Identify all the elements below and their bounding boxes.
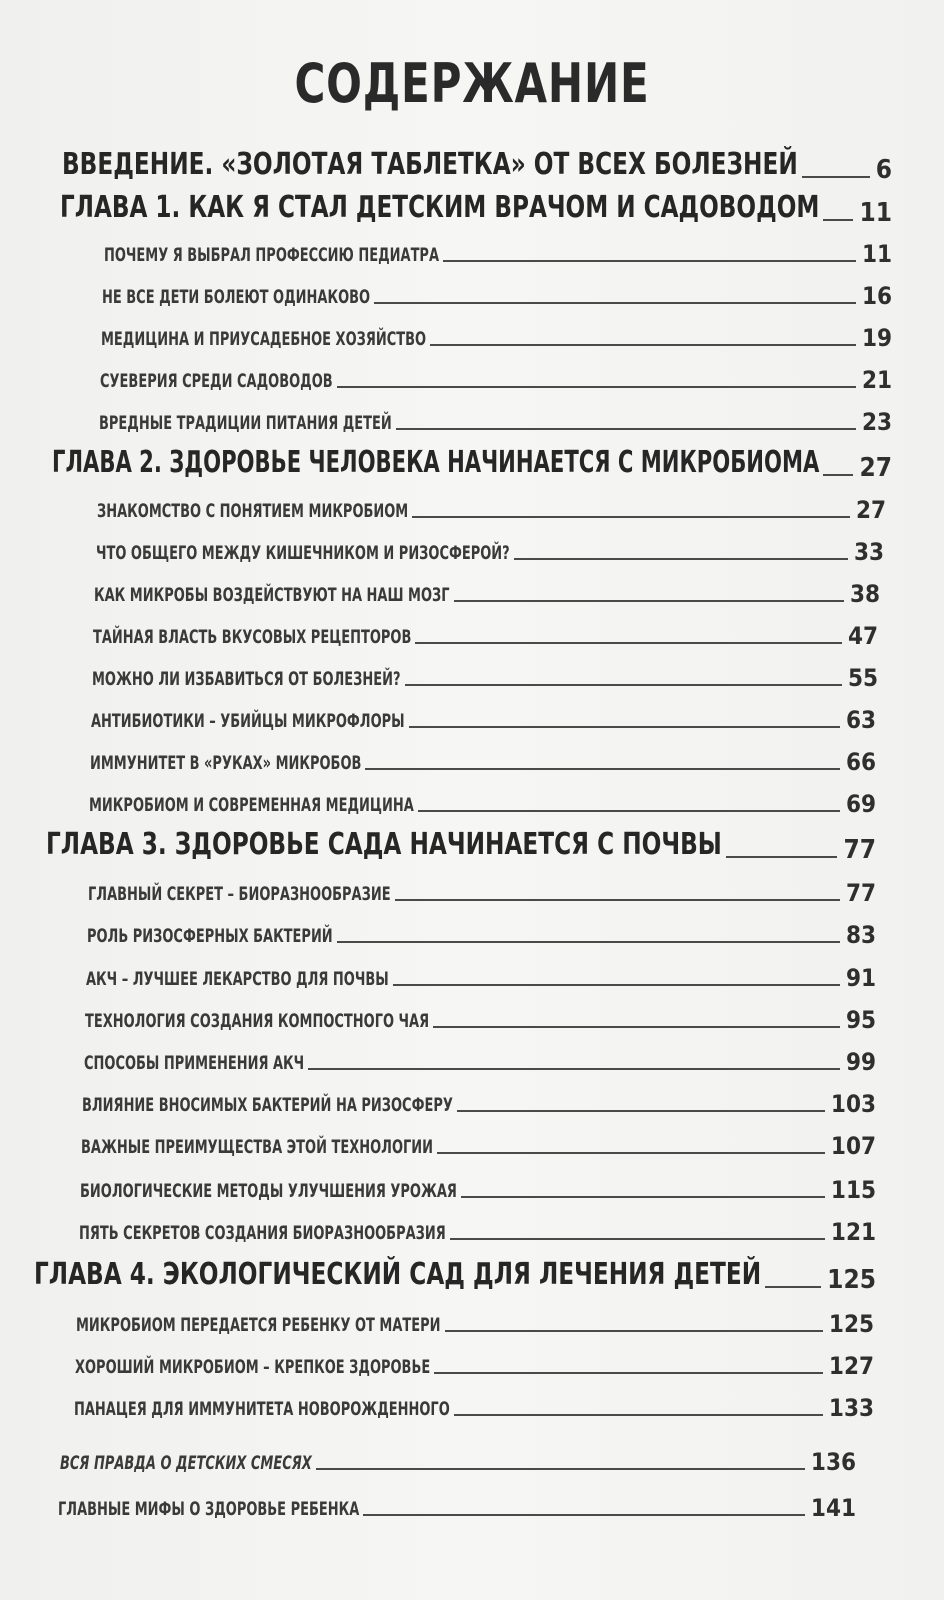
dot-leader: [308, 1068, 840, 1070]
dot-leader: [434, 1372, 823, 1374]
page-number: 121: [830, 1218, 876, 1246]
dot-leader: [461, 1196, 825, 1198]
page-number: 127: [828, 1352, 874, 1380]
dot-leader: [374, 302, 856, 304]
page-number: 77: [843, 835, 876, 865]
toc-entry: [60, 1434, 856, 1474]
toc-entry: [58, 1480, 856, 1520]
toc-entry: [46, 822, 876, 865]
toc-entry: [84, 1034, 876, 1074]
dot-leader: [418, 810, 840, 812]
toc-entry: [92, 650, 878, 690]
dot-leader: [457, 1110, 825, 1112]
section-title: ТЕХНОЛОГИЯ СОЗДАНИЯ КОМПОСТНОГО ЧАЯ: [85, 1010, 430, 1032]
toc-entry: [62, 142, 892, 185]
toc-entry: [91, 692, 876, 732]
page-number: 69: [845, 790, 876, 818]
dot-leader: [765, 1286, 821, 1288]
page-number: 133: [828, 1394, 874, 1422]
toc-entry: [89, 776, 876, 816]
toc-entry: [80, 1162, 876, 1202]
page-number: 47: [847, 622, 878, 650]
page-number: 83: [845, 921, 876, 949]
dot-leader: [393, 984, 840, 986]
toc-entry: [87, 907, 876, 947]
page-number: 141: [810, 1494, 856, 1522]
toc-entry: [90, 734, 876, 774]
page-number: 33: [853, 538, 884, 566]
toc-entry: [88, 865, 876, 905]
dot-leader: [802, 176, 870, 178]
dot-leader: [726, 856, 838, 858]
section-title: НЕ ВСЕ ДЕТИ БОЛЕЮТ ОДИНАКОВО: [102, 286, 371, 308]
page-number: 38: [849, 580, 880, 608]
chapter-title: ГЛАВА 3. ЗДОРОВЬЕ САДА НАЧИНАЕТСЯ С ПОЧВЫ: [46, 827, 722, 862]
section-title: МИКРОБИОМ ПЕРЕДАЕТСЯ РЕБЕНКУ ОТ МАТЕРИ: [76, 1314, 441, 1336]
section-title: МОЖНО ЛИ ИЗБАВИТЬСЯ ОТ БОЛЕЗНЕЙ?: [92, 668, 401, 690]
page-number: 21: [861, 366, 892, 394]
section-title: ПОЧЕМУ Я ВЫБРАЛ ПРОФЕССИЮ ПЕДИАТРА: [104, 244, 440, 266]
toc-entry: [60, 185, 892, 228]
chapter-title: ГЛАВА 4. ЭКОЛОГИЧЕСКИЙ САД ДЛЯ ЛЕЧЕНИЯ ДЕТЕЙ: [34, 1257, 762, 1292]
page-number: 95: [845, 1006, 876, 1034]
dot-leader: [443, 260, 856, 262]
page-number: 125: [827, 1265, 876, 1295]
chapter-title: ГЛАВА 1. КАК Я СТАЛ ДЕТСКИМ ВРАЧОМ И САДОВОДОМ: [60, 190, 820, 225]
toc-entry: [101, 310, 892, 350]
section-title: АНТИБИОТИКИ – УБИЙЦЫ МИКРОФЛОРЫ: [91, 710, 405, 732]
toc-entry: [104, 226, 892, 266]
dot-leader: [437, 1152, 825, 1154]
section-title: ГЛАВНЫЙ СЕКРЕТ – БИОРАЗНООБРАЗИЕ: [88, 883, 391, 905]
section-title: ХОРОШИЙ МИКРОБИОМ – КРЕПКОЕ ЗДОРОВЬЕ: [75, 1356, 431, 1378]
section-title: РОЛЬ РИЗОСФЕРНЫХ БАКТЕРИЙ: [87, 925, 333, 947]
page-number: 66: [845, 748, 876, 776]
toc-entry: [82, 1076, 876, 1116]
section-title: ЧТО ОБЩЕГО МЕЖДУ КИШЕЧНИКОМ И РИЗОСФЕРОЙ?: [96, 542, 510, 564]
dot-leader: [415, 642, 842, 644]
section-title: СУЕВЕРИЯ СРЕДИ САДОВОДОВ: [100, 370, 333, 392]
section-title: КАК МИКРОБЫ ВОЗДЕЙСТВУЮТ НА НАШ МОЗГ: [94, 584, 450, 606]
toc-entry: [99, 394, 892, 434]
page-number: 11: [859, 198, 892, 228]
page-number: 107: [830, 1132, 876, 1160]
section-title: ГЛАВНЫЕ МИФЫ О ЗДОРОВЬЕ РЕБЕНКА: [58, 1498, 360, 1520]
page-title: СОДЕРЖАНИЕ: [294, 52, 650, 115]
dot-leader: [514, 558, 848, 560]
toc-entry: [81, 1118, 876, 1158]
page-number: 27: [859, 453, 892, 483]
dot-leader: [430, 344, 856, 346]
page-number: 115: [830, 1176, 876, 1204]
page-number: 77: [845, 879, 876, 907]
section-title: АКЧ – ЛУЧШЕЕ ЛЕКАРСТВО ДЛЯ ПОЧВЫ: [86, 968, 389, 990]
toc-entry: [100, 352, 892, 392]
section-title: МИКРОБИОМ И СОВРЕМЕННАЯ МЕДИЦИНА: [89, 794, 414, 816]
page-number: 63: [845, 706, 876, 734]
dot-leader: [412, 516, 850, 518]
page-number: 6: [875, 155, 892, 185]
toc-entry: [96, 524, 884, 564]
page-number: 16: [861, 282, 892, 310]
section-title: МЕДИЦИНА И ПРИУСАДЕБНОЕ ХОЗЯЙСТВО: [101, 328, 427, 350]
section-title: ПЯТЬ СЕКРЕТОВ СОЗДАНИЯ БИОРАЗНООБРАЗИЯ: [79, 1222, 446, 1244]
section-title: ВСЯ ПРАВДА О ДЕТСКИХ СМЕСЯХ: [60, 1452, 312, 1474]
section-title: ИММУНИТЕТ В «РУКАХ» МИКРОБОВ: [90, 752, 362, 774]
toc-entry: [94, 566, 880, 606]
section-title: ТАЙНАЯ ВЛАСТЬ ВКУСОВЫХ РЕЦЕПТОРОВ: [93, 626, 412, 648]
dot-leader: [337, 941, 840, 943]
dot-leader: [396, 428, 856, 430]
toc-entry: [52, 440, 892, 483]
chapter-title: ГЛАВА 2. ЗДОРОВЬЕ ЧЕЛОВЕКА НАЧИНАЕТСЯ С МИКРОБИОМА: [52, 445, 820, 480]
section-title: ВАЖНЫЕ ПРЕИМУЩЕСТВА ЭТОЙ ТЕХНОЛОГИИ: [81, 1136, 434, 1158]
toc-entry: [102, 268, 892, 308]
toc-entry: [79, 1204, 876, 1244]
section-title: ПАНАЦЕЯ ДЛЯ ИММУНИТЕТА НОВОРОЖДЕННОГО: [74, 1398, 450, 1420]
dot-leader: [454, 600, 844, 602]
section-title: ВРЕДНЫЕ ТРАДИЦИИ ПИТАНИЯ ДЕТЕЙ: [99, 412, 392, 434]
page-number: 125: [828, 1310, 874, 1338]
dot-leader: [454, 1414, 823, 1416]
dot-leader: [823, 219, 853, 221]
section-title: ЗНАКОМСТВО С ПОНЯТИЕМ МИКРОБИОМ: [97, 500, 409, 522]
dot-leader: [450, 1238, 825, 1240]
toc-entry: [97, 482, 886, 522]
dot-leader: [405, 684, 842, 686]
dot-leader: [445, 1330, 823, 1332]
toc-entry: [74, 1380, 874, 1420]
section-title: СПОСОБЫ ПРИМЕНЕНИЯ АКЧ: [84, 1052, 305, 1074]
dot-leader: [365, 768, 840, 770]
dot-leader: [823, 474, 853, 476]
toc-entry: [93, 608, 878, 648]
chapter-title: ВВЕДЕНИЕ. «ЗОЛОТАЯ ТАБЛЕТКА» ОТ ВСЕХ БОЛЕЗНЕЙ: [62, 147, 798, 182]
toc-entry: [76, 1296, 874, 1336]
page-number: 19: [861, 324, 892, 352]
dot-leader: [316, 1468, 805, 1470]
page-number: 55: [847, 664, 878, 692]
dot-leader: [337, 386, 856, 388]
toc-entry: [85, 992, 876, 1032]
page-number: 99: [845, 1048, 876, 1076]
toc-entry: [34, 1252, 876, 1295]
page-number: 136: [810, 1448, 856, 1476]
page-number: 103: [830, 1090, 876, 1118]
section-title: ВЛИЯНИЕ ВНОСИМЫХ БАКТЕРИЙ НА РИЗОСФЕРУ: [82, 1094, 453, 1116]
page-number: 27: [855, 496, 886, 524]
dot-leader: [363, 1514, 805, 1516]
page-number: 91: [845, 964, 876, 992]
section-title: БИОЛОГИЧЕСКИЕ МЕТОДЫ УЛУЧШЕНИЯ УРОЖАЯ: [80, 1180, 457, 1202]
toc-entry: [75, 1338, 874, 1378]
dot-leader: [395, 899, 840, 901]
dot-leader: [409, 726, 840, 728]
page-number: 23: [861, 408, 892, 436]
dot-leader: [433, 1026, 840, 1028]
toc-entry: [86, 950, 876, 990]
page-number: 11: [861, 240, 892, 268]
